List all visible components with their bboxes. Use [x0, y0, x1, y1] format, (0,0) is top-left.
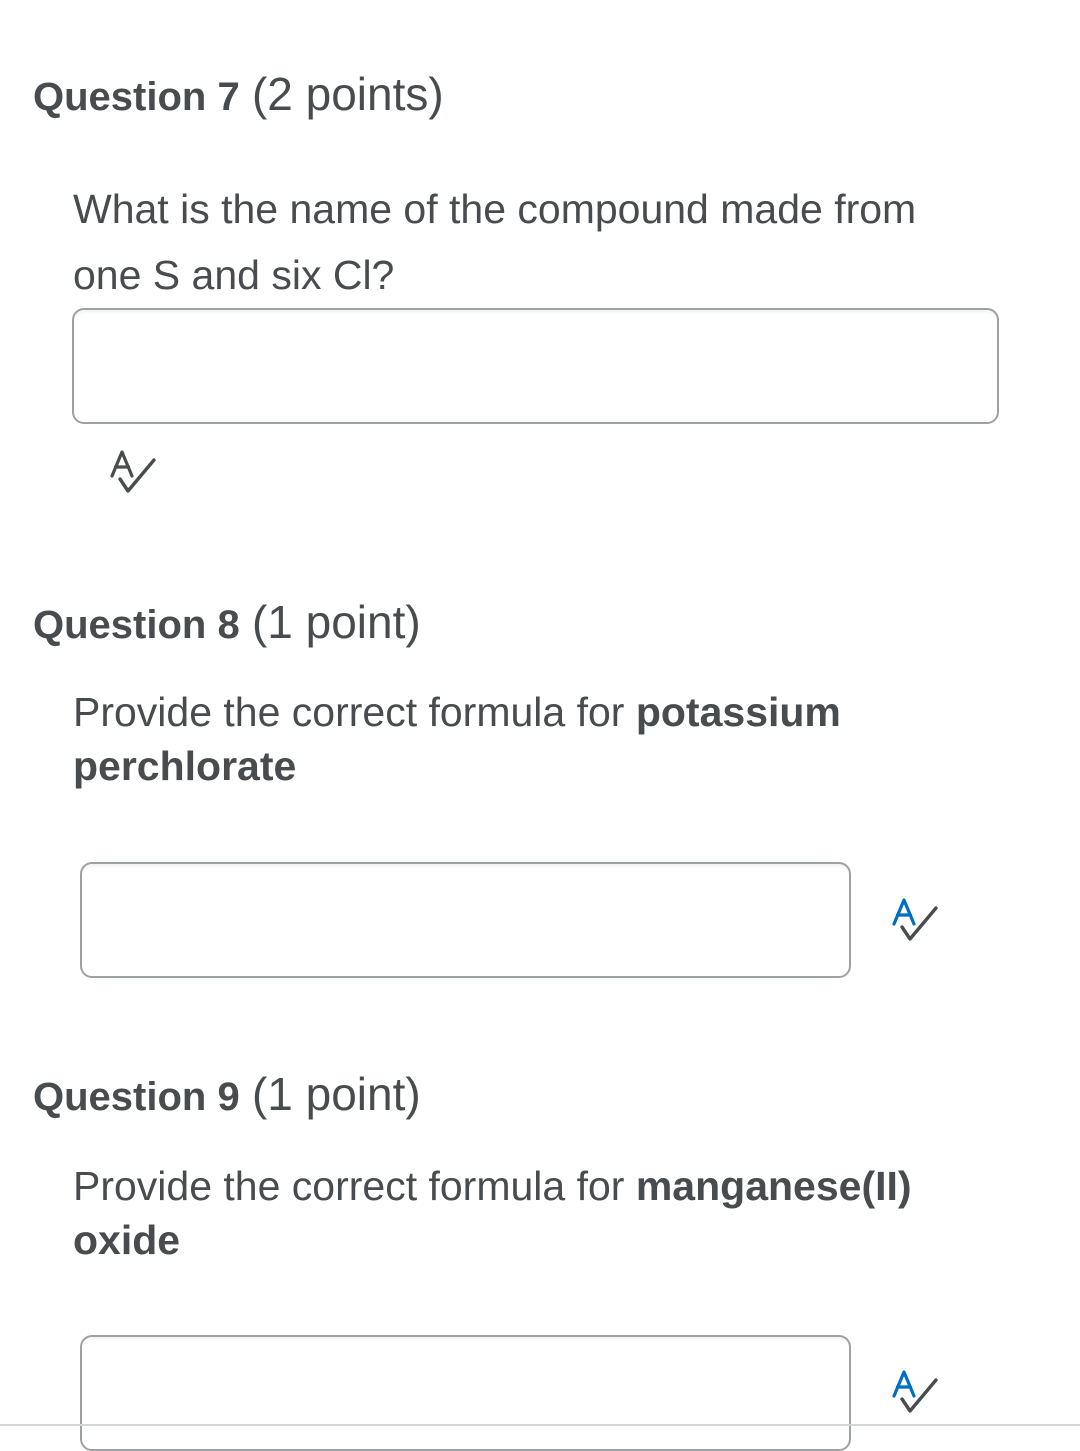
question-9-text	[73, 1159, 912, 1267]
spellcheck-icon[interactable]	[106, 446, 158, 498]
question-7-text-line1: What is the name of the compound made from	[73, 186, 917, 232]
question-7-title: Question 7	[33, 75, 240, 119]
question-8-text	[73, 685, 841, 793]
question-7-text-line2: one S and six Cl?	[73, 252, 395, 298]
question-7-heading	[33, 66, 444, 125]
bottom-divider	[0, 1424, 1080, 1426]
question-8-compound-line1: potassium	[635, 689, 841, 735]
question-9-heading	[33, 1066, 421, 1125]
question-8-points: (1 point)	[251, 596, 421, 648]
spellcheck-icon[interactable]	[888, 1366, 940, 1418]
question-8-answer-input[interactable]	[80, 862, 851, 978]
question-8-heading	[33, 594, 421, 653]
question-9-points: (1 point)	[251, 1068, 421, 1120]
question-7-text	[73, 176, 916, 308]
question-9-answer-input[interactable]	[80, 1335, 851, 1451]
question-9-title: Question 9	[33, 1075, 240, 1119]
spellcheck-icon[interactable]	[888, 894, 940, 946]
question-9-text-prefix: Provide the correct formula for	[73, 1163, 636, 1209]
question-8-text-prefix: Provide the correct formula for	[73, 689, 636, 735]
question-8-compound-line2: perchlorate	[73, 743, 297, 789]
question-7-answer-input[interactable]	[72, 308, 999, 424]
question-9-compound-line1: manganese(II)	[635, 1163, 912, 1209]
question-7-points: (2 points)	[251, 68, 444, 120]
question-8-title: Question 8	[33, 603, 240, 647]
question-9-compound-line2: oxide	[73, 1217, 181, 1263]
